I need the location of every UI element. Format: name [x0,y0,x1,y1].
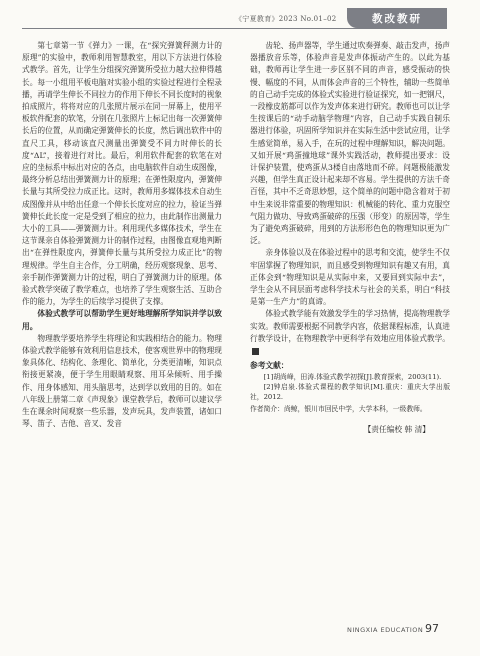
section-tab: 教改教研 [347,8,447,28]
section-heading: 体验式教学可以帮助学生更好地理解所学知识并学以致用。 [22,309,222,331]
editor-credit: 【责任编校 韩 清】 [363,425,430,435]
references-title: 参考文献： [250,361,289,371]
end-mark-icon [252,348,259,355]
body-paragraph: 亲身体验以及在体验过程中的思考和交流，使学生不仅牢固掌握了物理知识，而且感受到物理知识有趣又有用，真正体会到“物理知识是从实际中来，又要回到实际中去”，学生会从不同层面考虑科学技术与社会的关系，明白“科技是第一生产力”的真谛。 [250,248,450,307]
page-number: 97 [425,622,439,635]
body-paragraph: 第七章第一节《弹力》一课，在“探究弹簧秤测力计的原理”的实验中，教师利用智慧教室，用以下方法进行体验式教学。首先，让学生分组探究弹簧所受拉力越大拉伸得越长。每一小组用平板电脑对实验小组的实验过程进行全程录播，再请学生伸长不同拉力的作用下伸长不同长度时的视象拍成照片，将将对应的几张照片展示在同一屏幕上，使用平板软件配套的软笔，分别在几张照片上标记出每一次弹簧伸长后的位置，从而确定弹簧伸长的长度，然后调出软件中的直尺工具，移动该直尺测量出弹簧受不同力时伸长的长度“ΔL”，接着进行对比。最后，利用软件配套的软笔在对应的坐标系中标出对应的各点，由电脑软件自动生成图像，最终分析总结出弹簧测力计的原理；在弹性限度内，弹簧伸长量与其所受拉力成正比。这时，教师用多媒体技术自动生成图像并从中给出任意一个伸长长度对应的拉力，验证当弹簧伸长此长度一定是受到了相应的拉力，由此制作出测量力大小的工具——弹簧测力计。利用现代多媒体技术，学生在这节课亲自体验弹簧测力计的制作过程，由图像直观地判断出“在弹性限度内，弹簧伸长量与其所受拉力成正比”的物理规律。学生自主合作，分工明确，经历观察现象、思考、亲手制作弹簧测力计的过程，明白了弹簧测力计的原理。体验式教学突破了教学难点，也培养了学生观察生活、互助合作的能力，为学生的后续学习提供了支撑。 [22,41,222,307]
header-rule [22,28,447,29]
page-footer [0,620,480,640]
reference-item: [2]钟启泉.体验式课程的教学知识[M].重庆：重庆大学出版社，2012. [250,383,450,402]
body-paragraph [250,308,450,357]
footer-journal: NINGXIA EDUCATION [347,626,424,634]
body-paragraph: 物理教学要培养学生将理论和实践相结合的能力。物理体验式教学能够有效利用信息技术，使客观世界中的物理现象具体化、结构化、条理化、简单化，分类更清晰，知识点衔接更紧凑，便于学生用眼睛观察、用耳朵倾听、用手操作、用身体感知、用头脑思考，达到学以致用的目的。如在八年级上册第二章《声现象》课堂教学后，教师可以建议学生在课余时间观察一些乐器，发声玩具，发声装置，诸如口琴、笛子、吉他、音叉、发音 [22,333,222,429]
reference-item: [1]胡尚峰，田涛.体验式教学初探[J].教育探索，2003(11). [263,373,442,382]
closing-text: 体验式教学能有效激发学生的学习热情，提高物理教学实效。教师需要根据不同教学内容，依据课程标准，认真进行教学设计，在物理教学中更科学有效地应用体验式教学。 [250,309,450,343]
right-column [250,40,450,530]
body-paragraph: 齿轮、扬声器等，学生通过吹奏弹奏、敲击发声，扬声器播放音乐等，体验声音是发声体振动产生的。以此为基础，教师再让学生进一步区别不同的声音，感受振动的快慢、幅度的不同，从而体会声音的三个特性，辅助一些简单的自己动手完成的体验式实验进行验证探究，如一把钢尺，一段橡皮筋都可以作为发声体来进行研究。教师也可以让学生按课后的“动手动脑学物理”内容，自己动手实践自制乐器进行体验，巩固所学知识并在实际生活中尝试应用，让学生感觉简单，易入手，在玩的过程中理解知识，解决问题。又如开展“鸡蛋撞地球”课外实践活动，教师提出要求：设计保护装置，使鸡蛋从3楼自由落地而不碎。问题极能激发兴趣，但学生真正设计起来却不容易。学生提供的方法千奇百怪，其中不乏奇思妙想，这个简单的问题中隐含着对于初中生来说非常重要的物理知识：机械能的转化、重力克服空气阻力做功、导致鸡蛋破碎的压强（形变）的原因等，学生为了避免鸡蛋破碎，用到的方法形形色色的物理知识更为广泛。 [250,41,450,246]
author-bio: 作者简介：尚鲸，银川市回民中学，大学本科，一级教师。 [250,405,427,414]
left-column [22,40,222,530]
journal-title: 《宁夏教育》2023 No.01–02 [235,15,337,23]
